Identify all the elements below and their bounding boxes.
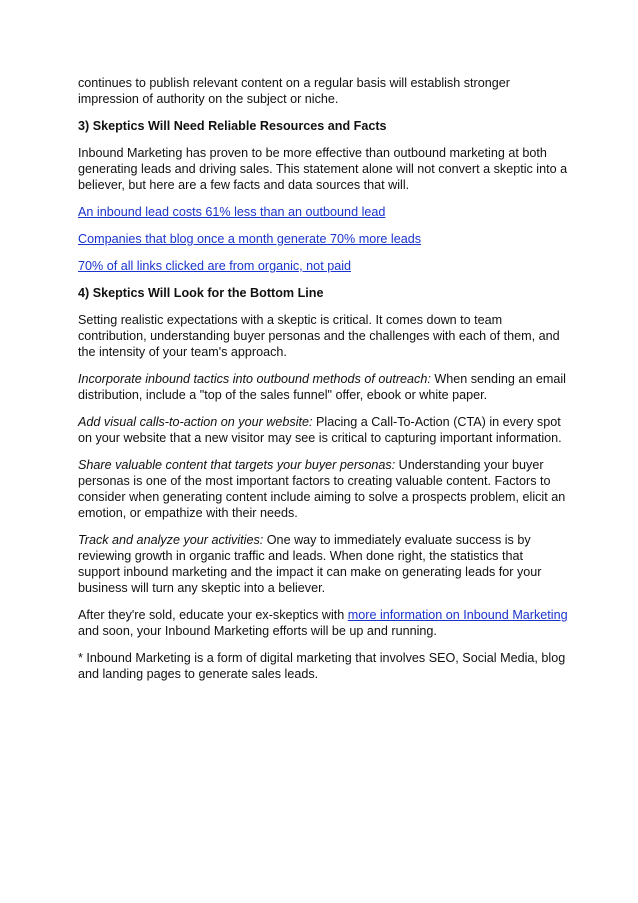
closing-paragraph [78, 607, 568, 639]
fact-link-blog-leads[interactable]: Companies that blog once a month generate 70% more leads [78, 232, 422, 246]
tip-text: Placing a Call-To-Action (CTA) in every spot on your website that a new visitor may see is critical to capturing important information. [78, 415, 562, 445]
closing-text-before: After they're sold, educate your ex-skeptics with [78, 608, 348, 622]
tip-paragraph-outbound [78, 371, 568, 403]
footnote-paragraph: * Inbound Marketing is a form of digital marketing that involves SEO, Social Media, blog and landing pages to generate sales leads. [78, 651, 566, 681]
fact-link-item [78, 258, 568, 274]
tip-text: Understanding your buyer personas is one of the most important factors to creating valuable content. Factors to consider when generating content include aiming to solve a prospects problem, elicit an emotion, or empathize with their needs. [78, 458, 566, 520]
document-page [78, 75, 568, 693]
fact-link-item [78, 231, 568, 247]
section-3-body: Inbound Marketing has proven to be more effective than outbound marketing at both generating leads and driving sales. This statement alone will not convert a skeptic into a believer, but here are a few facts and data sources that will. [78, 146, 568, 192]
fact-link-organic-clicks[interactable]: 70% of all links clicked are from organic, not paid [78, 259, 351, 273]
tip-paragraph-personas [78, 457, 568, 521]
tip-lead: Add visual calls-to-action on your website: [78, 415, 313, 429]
section-3-heading: 3) Skeptics Will Need Reliable Resources and Facts [78, 119, 387, 133]
tip-text: One way to immediately evaluate success is by reviewing growth in organic traffic and leads. When done right, the statistics that support inbound marketing and the impact it can make on generating leads for your business will turn any skeptic into a believer. [78, 533, 542, 595]
tip-lead: Share valuable content that targets your buyer personas: [78, 458, 396, 472]
tip-lead: Incorporate inbound tactics into outbound methods of outreach: [78, 372, 431, 386]
inbound-marketing-info-link[interactable]: more information on Inbound Marketing [347, 608, 568, 622]
fact-link-lead-cost[interactable]: An inbound lead costs 61% less than an outbound lead [78, 205, 386, 219]
tip-text: When sending an email distribution, include a "top of the sales funnel" offer, ebook or white paper. [78, 372, 566, 402]
intro-paragraph: continues to publish relevant content on a regular basis will establish stronger impression of authority on the subject or niche. [78, 76, 510, 106]
tip-paragraph-analyze [78, 532, 568, 596]
fact-link-item [78, 204, 568, 220]
closing-text-after: and soon, your Inbound Marketing efforts will be up and running. [78, 624, 437, 638]
tip-lead: Track and analyze your activities: [78, 533, 264, 547]
section-4-heading: 4) Skeptics Will Look for the Bottom Line [78, 286, 324, 300]
tip-paragraph-cta [78, 414, 568, 446]
section-4-body: Setting realistic expectations with a skeptic is critical. It comes down to team contribution, understanding buyer personas and the challenges with each of them, and the intensity of your team's approach. [78, 313, 560, 359]
